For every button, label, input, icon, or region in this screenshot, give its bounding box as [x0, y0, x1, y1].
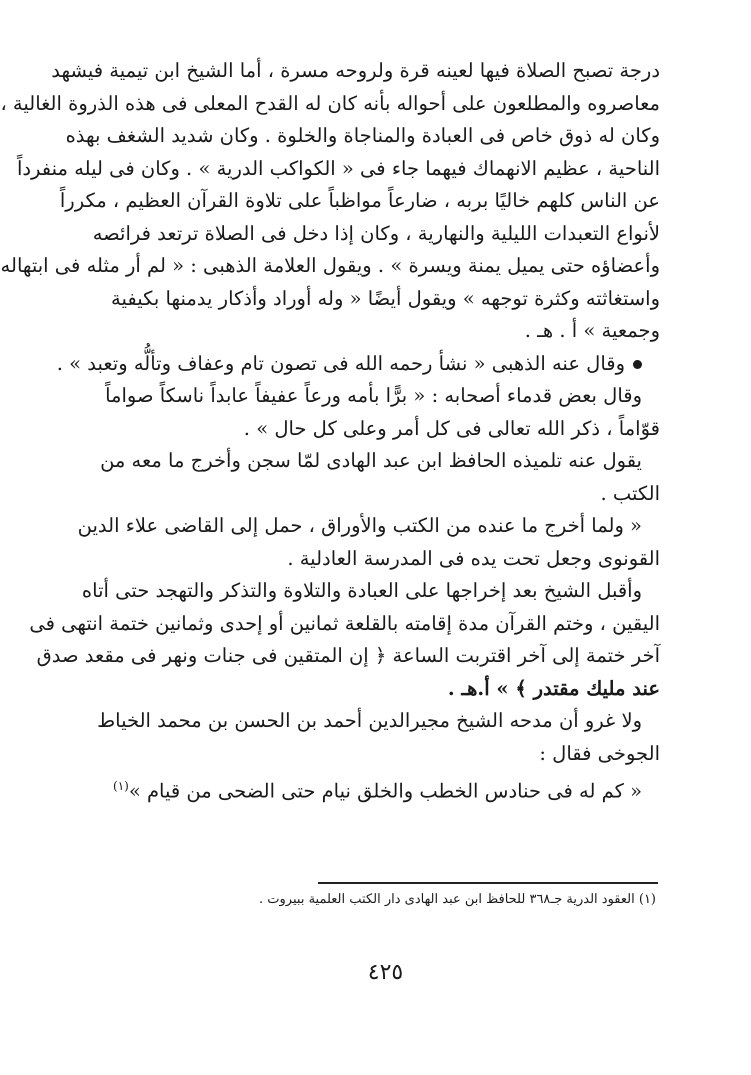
footnote-divider [318, 882, 658, 884]
text-line: الجوخى فقال : [539, 741, 660, 765]
page-number: ٤٢٥ [367, 960, 404, 985]
text-line: وقال عنه الذهبى « نشأ رحمه الله فى تصون تام وعفاف وتألُّه وتعبد » . [56, 351, 625, 375]
text-line: وكان له ذوق خاص فى العبادة والمناجاة والخلوة . وكان شديد الشغف بهذه [65, 124, 660, 147]
text-line: درجة تصبح الصلاة فيها لعينه قرة ولروحه مسرة ، أما الشيخ ابن تيمية فيشهد [51, 59, 660, 82]
main-text [0, 55, 660, 803]
text-line: الناحية ، عظيم الانهماك فيهما جاء فى « الكواكب الدرية » . وكان فى ليله منفرداً [16, 156, 660, 180]
bullet-icon [633, 360, 642, 369]
bullet-line [56, 348, 660, 381]
text-line: « ولما أخرج ما عنده من الكتب والأوراق ، حمل إلى القاضى علاء الدين [77, 514, 642, 537]
verse-line [115, 770, 660, 803]
text-line: الكتب . [600, 481, 660, 505]
text-line: ولا غرو أن مدحه الشيخ مجيرالدين أحمد بن الحسن بن محمد الخياط [97, 709, 642, 732]
text-line: « كم له فى حنادس الخطب والخلق نيام حتى الضحى من قيام » [128, 779, 642, 803]
text-line: عند مليك مقتدر ﴾ » أ.هـ . [447, 676, 660, 700]
text-line: وجمعية » أ . هـ . [524, 319, 660, 342]
text-line: وأعضاؤه حتى يميل يمنة ويسرة » . ويقول العلامة الذهبى : « لم أر مثله فى ابتهاله [0, 254, 660, 277]
text-line: اليقين ، وختم القرآن مدة إقامته بالقلعة ثمانين أو إحدى وثمانين ختمة انتهى فى [29, 611, 660, 635]
text-line: معاصروه والمطلعون على أحواله بأنه كان له القدح المعلى فى هذه الذروة الغالية ، [0, 91, 660, 115]
text-line: واستغاثته وكثرة توجهه » ويقول أيضًا « وله أوراد وأذكار يدمنها بكيفية [111, 286, 660, 310]
text-line: وأقبل الشيخ بعد إخراجها على العبادة والتلاوة والتذكر والتهجد حتى أتاه [81, 579, 642, 602]
footnote: (١) العقود الدرية جـ٣٦٨ للحافظ ابن عبد الهادى دار الكتب العلمية ببيروت . [259, 892, 656, 907]
text-line: القونوى وجعل تحت يده فى المدرسة العادلية . [287, 546, 660, 570]
text-line: آخر ختمة إلى آخر اقتربت الساعة ﴿ إن المتقين فى جنات ونهر فى مقعد صدق [36, 644, 660, 667]
text-line: عن الناس كلهم خاليًا بربه ، ضارعاً مواظباً على تلاوة القرآن العظيم ، مكرراً [59, 189, 660, 212]
text-line: قوّاماً ، ذكر الله تعالى فى كل أمر وعلى كل حال » . [243, 416, 660, 440]
text-line: لأنواع التعبدات الليلية والنهارية ، وكان إذا دخل فى الصلاة ترتعد فرائصه [92, 221, 660, 245]
footnote-ref[interactable]: (١) [113, 779, 129, 793]
text-line: وقال بعض قدماء أصحابه : « برًّا بأمه ورعاً عفيفاً عابداً ناسكاً صواماً [105, 384, 642, 407]
text-line: يقول عنه تلميذه الحافظ ابن عبد الهادى لمّا سجن وأخرج ما معه من [100, 449, 642, 472]
